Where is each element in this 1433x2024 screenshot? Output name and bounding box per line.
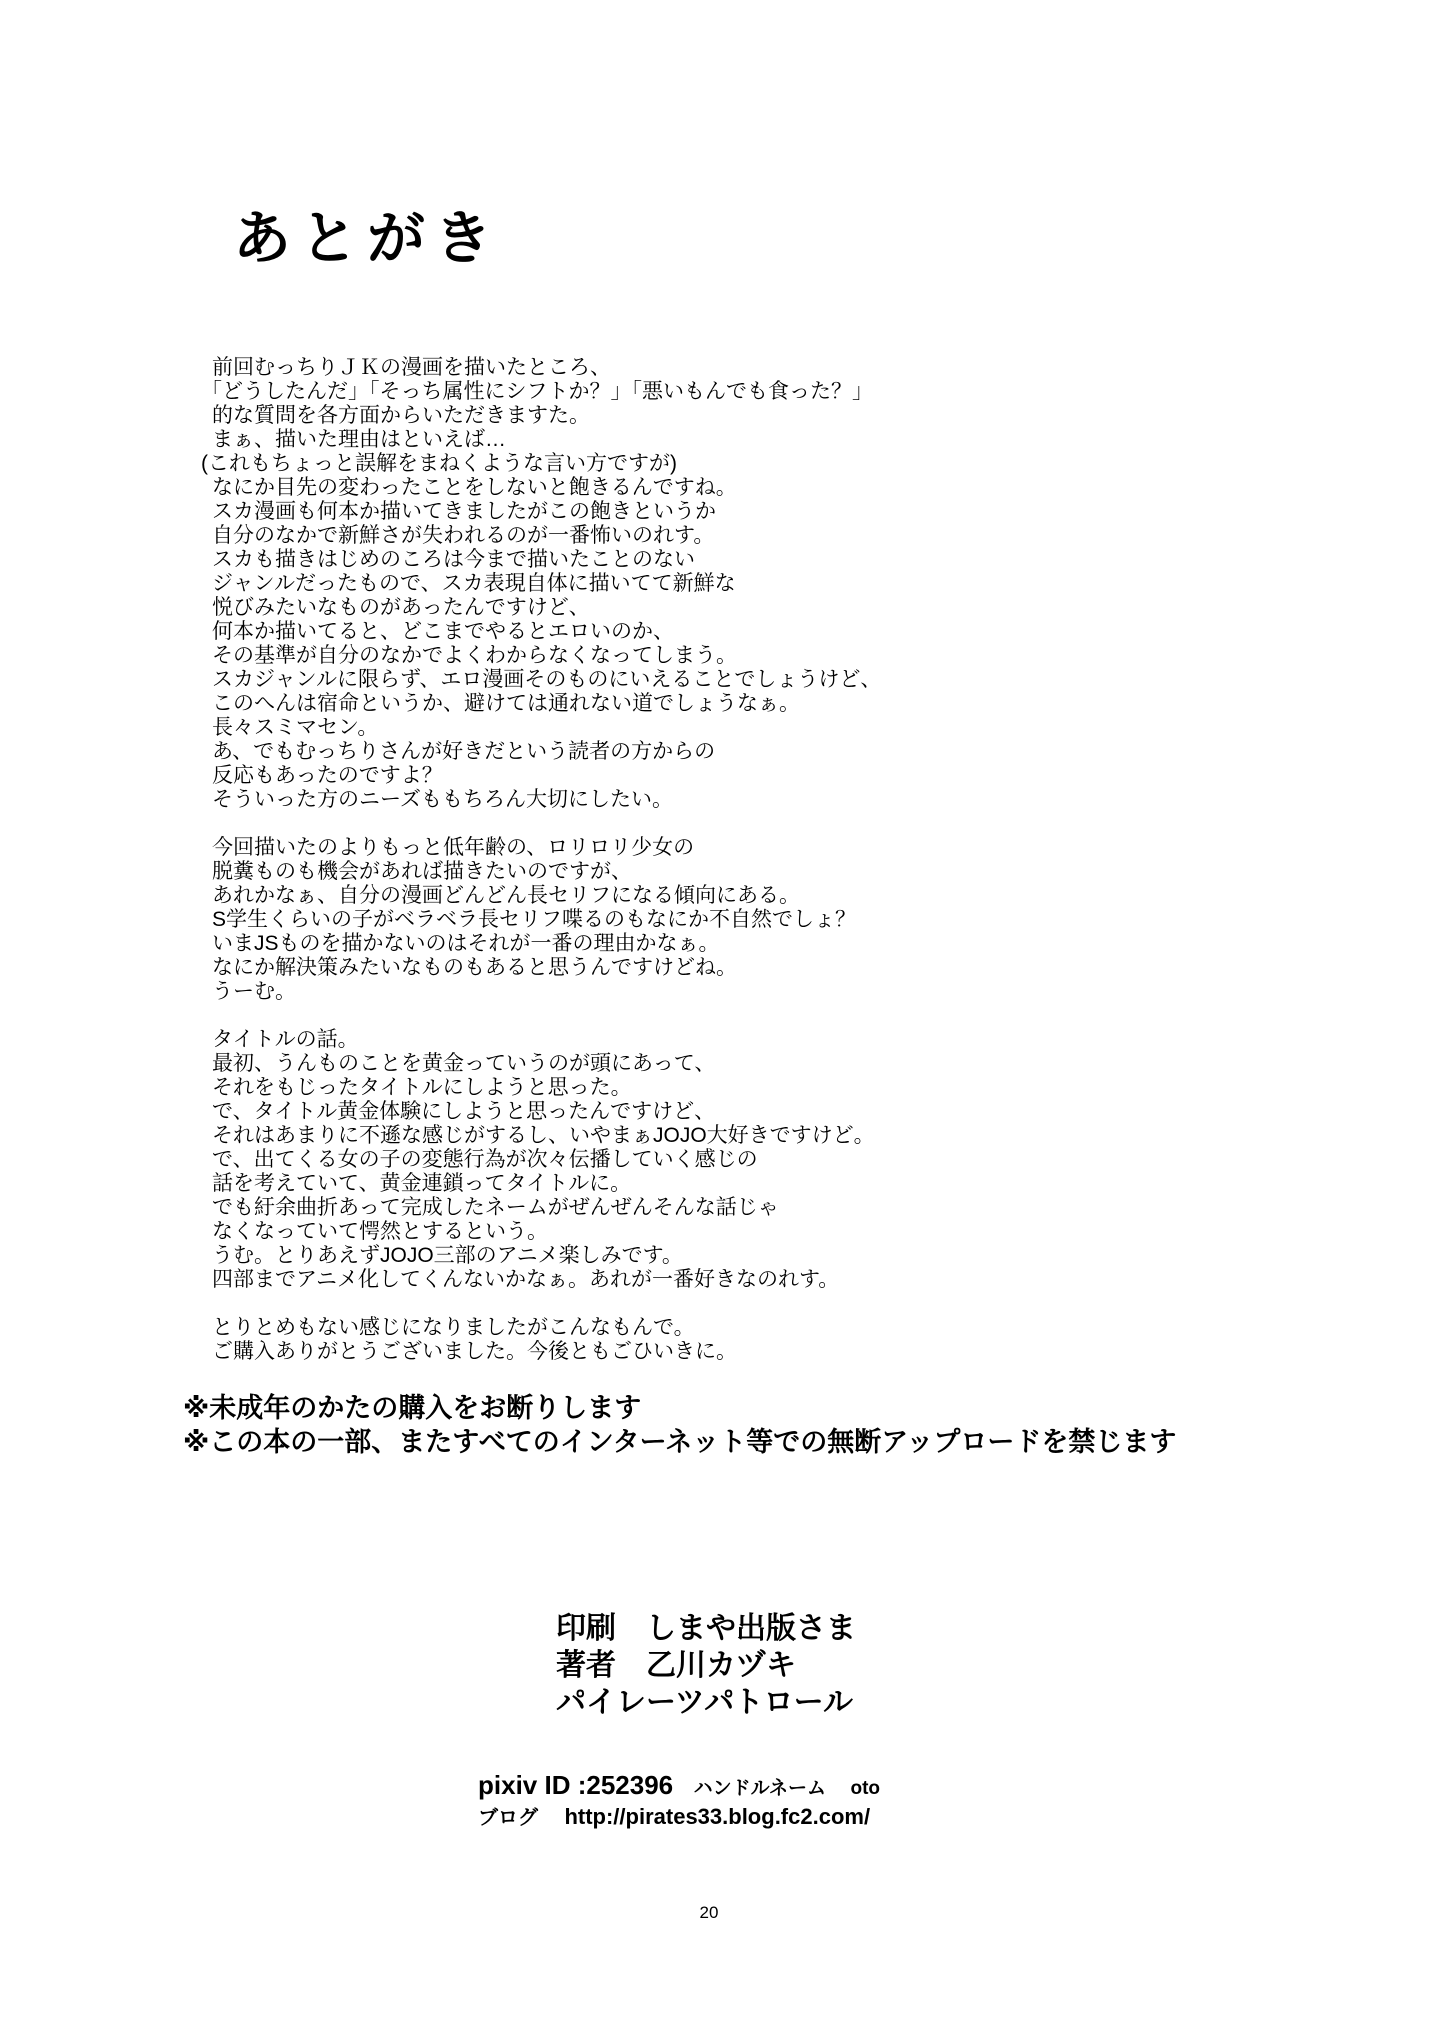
afterword-line: このへんは宿命というか、避けては通れない道でしょうなぁ。 <box>212 692 800 715</box>
afterword-line: 脱糞ものも機会があれば描きたいのですが、 <box>212 860 632 883</box>
handle-label: ハンドルネーム <box>693 1778 827 1799</box>
afterword-line: スカも描きはじめのころは今まで描いたことのない <box>212 548 695 571</box>
afterword-line: とりとめもない感じになりましたがこんなもんで。 <box>212 1316 695 1339</box>
afterword-line: スカ漫画も何本か描いてきましたがこの飽きというか <box>212 500 716 523</box>
afterword-line: S学生くらいの子がベラベラ長セリフ喋るのもなにか不自然でしょ？ <box>212 908 857 931</box>
afterword-line: 何本か描いてると、どこまでやるとエロいのか、 <box>212 620 674 643</box>
afterword-line: 今回描いたのよりもっと低年齢の、ロリロリ少女の <box>212 836 695 859</box>
afterword-line: ジャンルだったもので、スカ表現自体に描いてて新鮮な <box>212 572 736 595</box>
afterword-line: タイトルの話。 <box>212 1028 359 1051</box>
afterword-line: 前回むっちりＪＫの漫画を描いたところ、 <box>212 356 611 379</box>
notice-no-minors: ※未成年のかたの購入をお断りします <box>183 1393 642 1423</box>
afterword-line: うむ。とりあえずJOJO三部のアニメ楽しみです。 <box>212 1244 683 1267</box>
afterword-line: 長々スミマセン。 <box>212 716 379 739</box>
afterword-line: いまJSものを描かないのはそれが一番の理由かなぁ。 <box>212 932 720 955</box>
afterword-line: 的な質問を各方面からいただきますた。 <box>212 404 590 427</box>
page-title: あとがき <box>233 206 502 271</box>
afterword-paragraph-3 <box>212 1028 881 1292</box>
afterword-line: それをもじったタイトルにしようと思った。 <box>212 1076 632 1099</box>
blog-label: ブログ <box>478 1807 538 1829</box>
blog-row <box>478 1801 880 1832</box>
afterword-body <box>201 356 882 1364</box>
afterword-line: 最初、うんものことを黄金っていうのが頭にあって、 <box>212 1052 716 1075</box>
pixiv-row <box>478 1770 880 1801</box>
afterword-line: でも紆余曲折あって完成したネームがぜんぜんそんな話じゃ <box>212 1196 779 1219</box>
afterword-line: まぁ、描いた理由はといえば… <box>212 428 506 451</box>
afterword-line: そういった方のニーズももちろん大切にしたい。 <box>212 788 673 811</box>
afterword-line: 自分のなかで新鮮さが失われるのが一番怖いのれす。 <box>212 524 715 547</box>
contact-info <box>478 1770 880 1832</box>
circle-name: パイレーツパトロール <box>556 1686 853 1719</box>
afterword-line: あれかなぁ、自分の漫画どんどん長セリフになる傾向にある。 <box>212 884 800 907</box>
afterword-line: うーむ。 <box>212 980 296 1003</box>
handle-value: oto <box>850 1778 881 1799</box>
author-line: 著者 乙川カヅキ <box>556 1649 796 1682</box>
pixiv-id: pixiv ID :252396 <box>478 1770 674 1800</box>
afterword-line: 悦びみたいなものがあったんですけど、 <box>212 596 590 619</box>
afterword-line: で、タイトル黄金体験にしようと思ったんですけど、 <box>212 1100 716 1123</box>
afterword-line: ご購入ありがとうございました。今後ともごひいきに。 <box>212 1340 737 1363</box>
afterword-line: その基準が自分のなかでよくわからなくなってしまう。 <box>212 644 737 667</box>
afterword-line: なくなっていて愕然とするという。 <box>212 1220 548 1243</box>
afterword-line: あ、でもむっちりさんが好きだという読者の方からの <box>212 740 716 763</box>
afterword-line: なにか解決策みたいなものもあると思うんですけどね。 <box>212 956 737 979</box>
page-number: 20 <box>699 1903 719 1922</box>
afterword-line: 四部までアニメ化してくんないかなぁ。あれが一番好きなのれす。 <box>212 1268 840 1291</box>
printer-line: 印刷 しまや出版さま <box>556 1612 856 1645</box>
afterword-line: スカジャンルに限らず、エロ漫画そのものにいえることでしょうけど、 <box>212 668 882 691</box>
afterword-line: (これもちょっと誤解をまねくような言い方ですが) <box>201 452 677 475</box>
afterword-paragraph-1 <box>201 356 882 812</box>
afterword-line: 「どうしたんだ」「そっち属性にシフトか？」「悪いもんでも食った？」 <box>201 380 873 403</box>
afterword-paragraph-2 <box>212 836 881 1004</box>
afterword-line: 話を考えていて、黄金連鎖ってタイトルに。 <box>212 1172 632 1195</box>
afterword-line: なにか目先の変わったことをしないと飽きるんですね。 <box>212 476 737 499</box>
afterword-line: で、出てくる女の子の変態行為が次々伝播していく感じの <box>212 1148 758 1171</box>
purchase-upload-notices <box>183 1391 1176 1459</box>
afterword-paragraph-4 <box>212 1316 881 1364</box>
afterword-line: それはあまりに不遜な感じがするし、いやまぁJOJO大好きですけど。 <box>212 1124 875 1147</box>
notice-no-upload: ※この本の一部、またすべてのインターネット等での無断アップロードを禁じます <box>183 1427 1177 1457</box>
afterword-line: 反応もあったのですよ？ <box>212 764 443 787</box>
blog-url: http://pirates33.blog.fc2.com/ <box>564 1804 871 1829</box>
colophon <box>556 1610 856 1721</box>
